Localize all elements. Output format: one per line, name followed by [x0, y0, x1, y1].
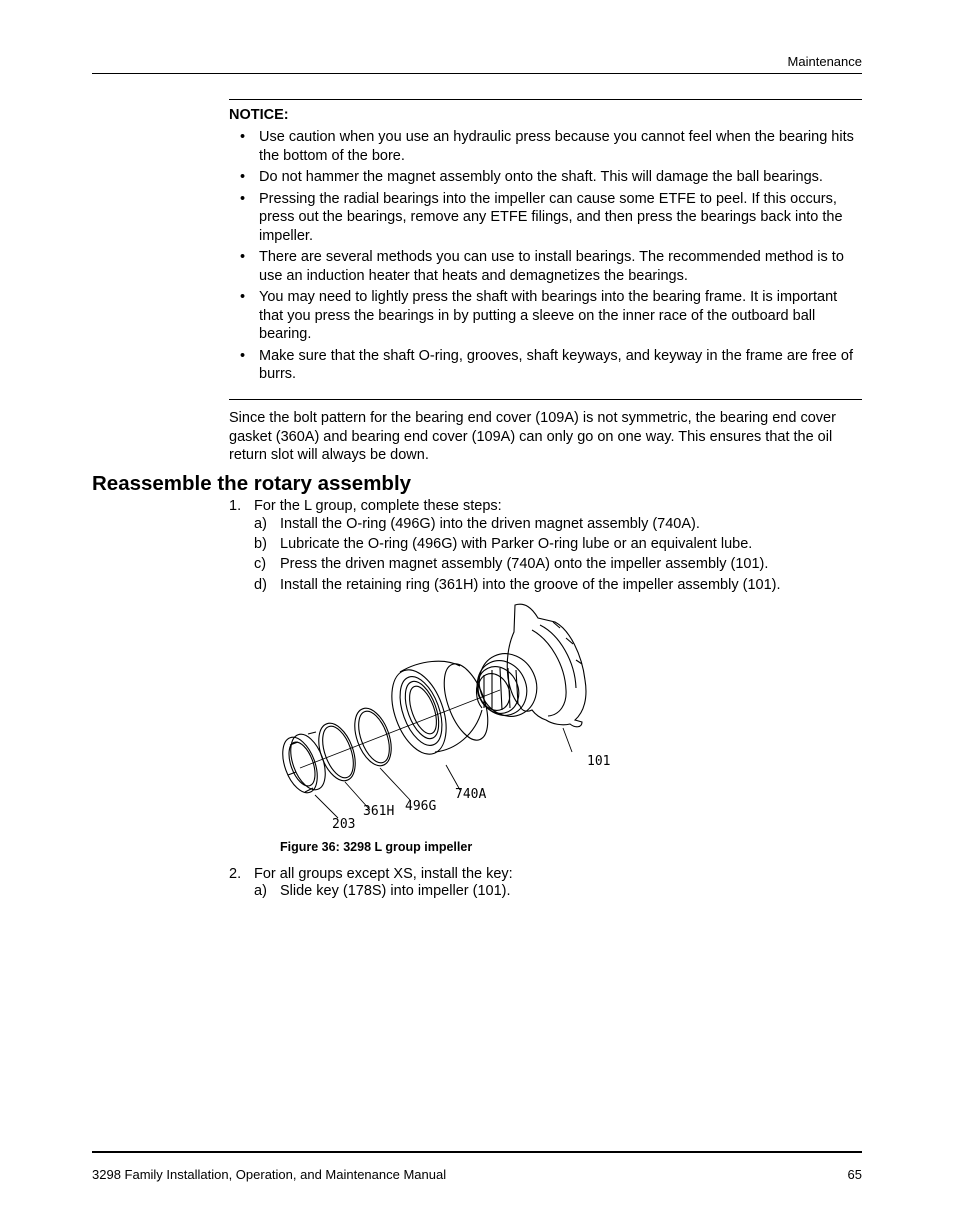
header-rule [92, 73, 862, 74]
figure-impeller-diagram [270, 600, 615, 840]
callout-361h: 361H [363, 804, 395, 819]
notice-item: • You may need to lightly press the shaft with bearings into the bearing frame. It is important that you press the bearings in by putting a sleeve on the inner race of the outboard ball bearing. [240, 289, 838, 342]
callout-496g: 496G [405, 799, 437, 814]
substep-letter: c) [254, 556, 267, 572]
notice-title: NOTICE: [229, 107, 289, 123]
substep-text: Install the O-ring (496G) into the driven magnet assembly (740A). [280, 516, 700, 532]
substep-letter: b) [254, 536, 267, 552]
notice-item: • Do not hammer the magnet assembly onto the shaft. This will damage the ball bearings. [240, 169, 823, 185]
footer-page-number: 65 [847, 1167, 862, 1182]
substep-text: Slide key (178S) into impeller (101). [280, 883, 511, 899]
notice-list [229, 128, 863, 387]
notice-item: • There are several methods you can use to install bearings. The recommended method is to use an induction heater that heats and demagnetizes the bearings. [240, 249, 844, 284]
notice-bottom-rule [229, 399, 862, 400]
substep-letter: a) [254, 516, 267, 532]
substep-letter: a) [254, 883, 267, 899]
notice-item: • Pressing the radial bearings into the impeller can cause some ETFE to peel. If this occurs, press out the bearings, remove any ETFE filings, and then press the bearings back into the impeller. [240, 190, 843, 244]
callout-203: 203 [332, 817, 356, 832]
impeller-exploded-view [270, 600, 615, 840]
substep-text: Install the retaining ring (361H) into the groove of the impeller assembly (101). [280, 577, 781, 593]
running-header: Maintenance [787, 54, 862, 69]
substep-letter: d) [254, 577, 267, 593]
step-text: For all groups except XS, install the key: [254, 866, 513, 882]
notice-item: • Make sure that the shaft O-ring, grooves, shaft keyways, and keyway in the frame are free of burrs. [240, 347, 853, 382]
callout-740a: 740A [455, 787, 487, 802]
footer-manual-title: 3298 Family Installation, Operation, and Maintenance Manual [92, 1167, 447, 1182]
callout-101: 101 [587, 754, 611, 769]
notice-top-rule [229, 99, 862, 100]
footer-rule [92, 1151, 862, 1153]
substep-text: Lubricate the O-ring (496G) with Parker O-ring lube or an equivalent lube. [280, 536, 753, 552]
bushing-203-part [276, 730, 332, 798]
figure-caption: Figure 36: 3298 L group impeller [280, 840, 473, 854]
section-title: Reassemble the rotary assembly [92, 472, 412, 495]
step-number: 1. [229, 498, 242, 514]
substep-text: Press the driven magnet assembly (740A) onto the impeller assembly (101). [280, 556, 769, 572]
step-text: For the L group, complete these steps: [254, 498, 502, 514]
step-number: 2. [229, 866, 242, 882]
notice-item: • Use caution when you use an hydraulic press because you cannot feel when the bearing hits the bottom of the bore. [240, 129, 854, 164]
body-paragraph: Since the bolt pattern for the bearing end cover (109A) is not symmetric, the bearing end cover gasket (360A) and bearing end cover (109A) can only go on one way. This ensures that the oil return slot will always be down. [229, 410, 836, 463]
